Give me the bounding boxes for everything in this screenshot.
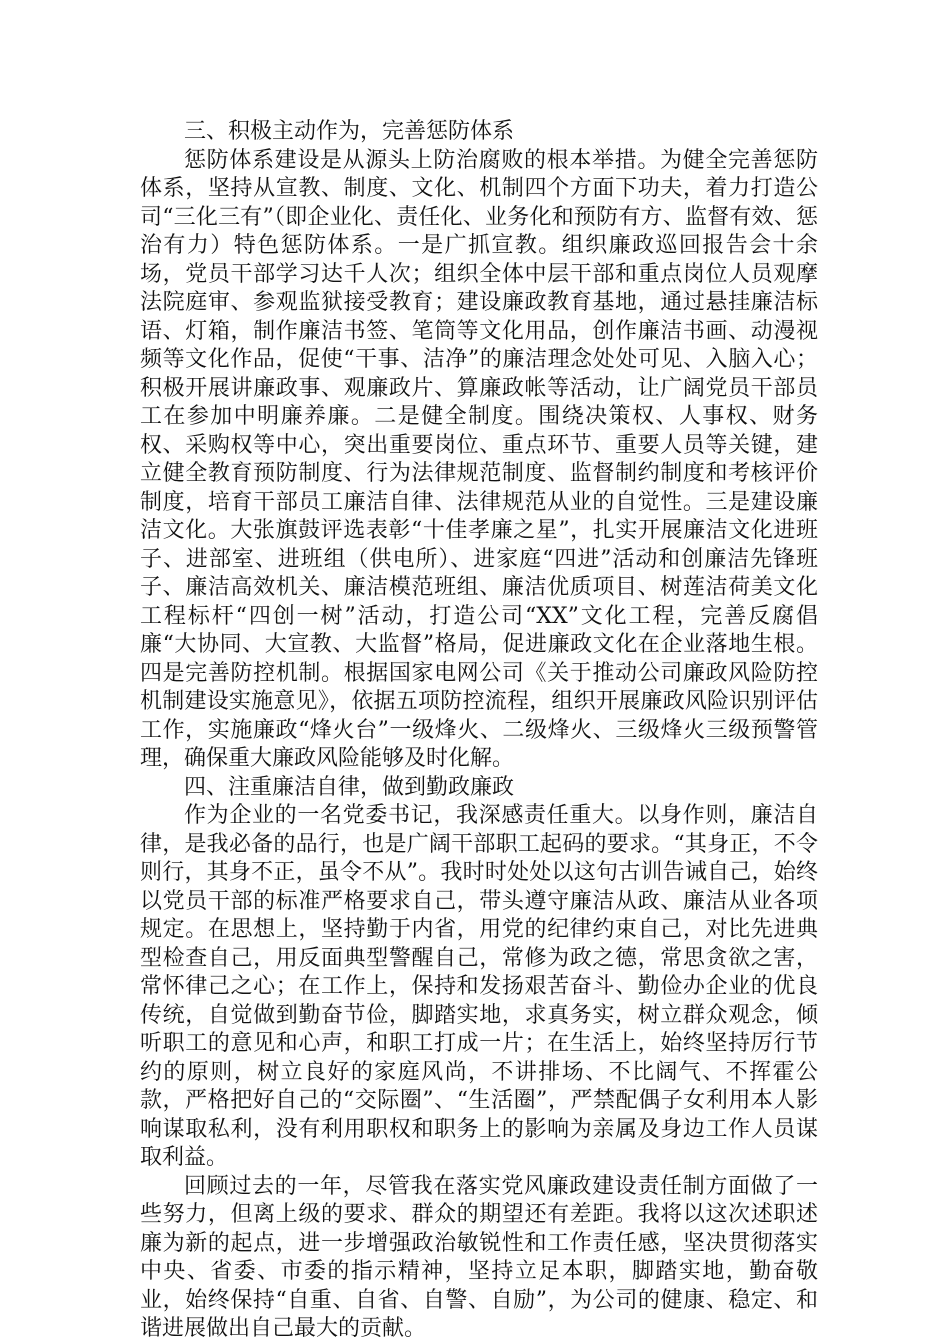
paragraph-anti-corruption-system: 惩防体系建设是从源头上防治腐败的根本举措。为健全完善惩防体系，坚持从宣教、制度、文化、机制四个方面下功夫，着力打造公司“三化三有”（即企业化、责任化、业务化和预防有方、监督有效、惩治有力）特色惩防体系。一是广抓宣教。组织廉政巡回报告会十余场，党员干部学习达千人次；组织全体中层干部和重点岗位人员观摩法院庭审、参观监狱接受教育；建设廉政教育基地，通过悬挂廉洁标语、灯箱，制作廉洁书签、笔筒等文化用品，创作廉洁书画、动漫视频等文化作品，促使“干事、洁净”的廉洁理念处处可见、入脑入心；积极开展讲廉政事、观廉政片、算廉政帐等活动，让广阔党员干部员工在参加中明廉养廉。二是健全制度。围绕决策权、人事权、财务权、采购权等中心，突出重要岗位、重点环节、重要人员等关键，建立健全教育预防制度、行为法律规范制度、监督制约制度和考核评价制度，培育干部员工廉洁自律、法律规范从业的自觉性。三是建设廉洁文化。大张旗鼓评选表彰“十佳孝廉之星”，扎实开展廉洁文化进班子、进部室、进班组（供电所）、进家庭“四进”活动和创廉洁先锋班子、廉洁高效机关、廉洁模范班组、廉洁优质项目、树莲洁荷美文化工程标杆“四创一树”活动，打造公司“XX”文化工程，完善反腐倡廉“大协同、大宣教、大监督”格局，促进廉政文化在企业落地生根。四是完善防控机制。根据国家电网公司《关于推动公司廉政风险防控机制建设实施意见》，依据五项防控流程，组织开展廉政风险识别评估工作，实施廉政“烽火台”一级烽火、二级烽火、三级烽火三级预警管理，确保重大廉政风险能够及时化解。: [140, 147, 818, 771]
section-heading-3: 三、积极主动作为，完善惩防体系: [184, 119, 515, 144]
section-heading-4: 四、注重廉洁自律，做到勤政廉政: [184, 774, 515, 800]
document-body: [140, 118, 818, 1344]
paragraph-self-discipline: 作为企业的一名党委书记，我深感责任重大。以身作则，廉洁自律，是我必备的品行，也是广阔干部职工起码的要求。“其身正，不令则行，其身不正，虽令不从”。我时时处处以这句古训告诫自己，始终以党员干部的标准严格要求自己，带头遵守廉洁从政、廉洁从业各项规定。在思想上，坚持勤于内省，用党的纪律约束自己，对比先进典型检查自己，用反面典型警醒自己，常修为政之德，常思贪欲之害，常怀律己之心；在工作上，保持和发扬艰苦奋斗、勤俭办企业的优良传统，自觉做到勤奋节俭，脚踏实地，求真务实，树立群众观念，倾听职工的意见和心声，和职工打成一片；在生活上，始终坚持厉行节约的原则，树立良好的家庭风尚，不讲排场、不比阔气、不挥霍公款，严格把好自己的“交际圈”、“生活圈”，严禁配偶子女利用本人影响谋取私利，没有利用职权和职务上的影响为亲属及身边工作人员谋取利益。: [140, 803, 818, 1170]
paragraph-conclusion: 回顾过去的一年，尽管我在落实党风廉政建设责任制方面做了一些努力，但离上级的要求、群众的期望还有差距。我将以这次述职述廉为新的起点，进一步增强政治敏锐性和工作责任感，坚决贯彻落实中央、省委、市委的指示精神，坚持立足本职，脚踏实地，勤奋敬业，始终保持“自重、自省、自警、自励”，为公司的健康、稳定、和谐进展做出自己最大的贡献。: [140, 1173, 818, 1341]
